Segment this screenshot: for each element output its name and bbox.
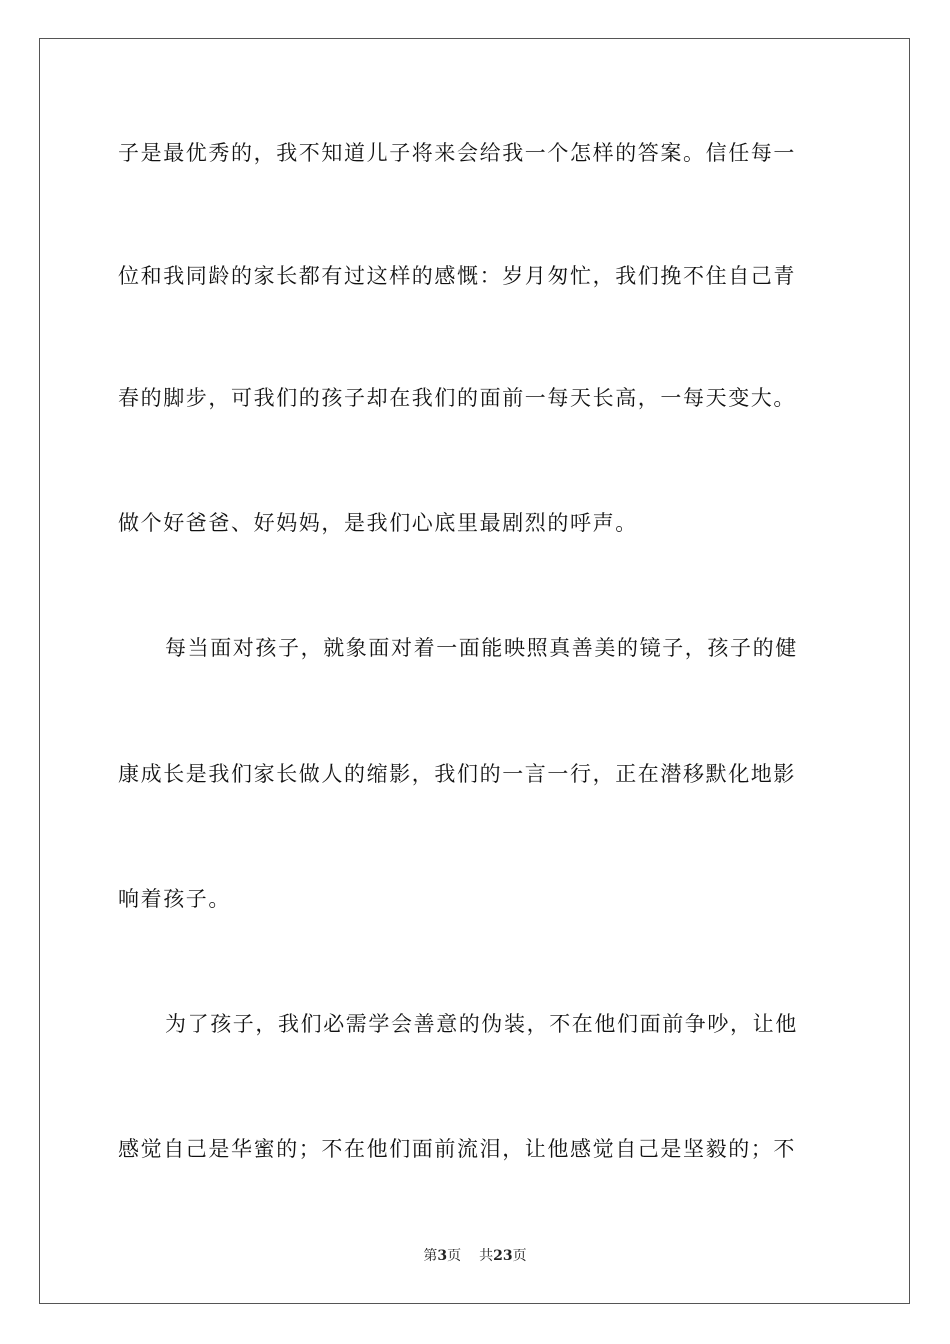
footer-page-suffix: 页 (447, 1248, 462, 1264)
body-text-line-1: 子是最优秀的，我不知道儿子将来会给我一个怎样的答案。信任每一 (118, 141, 796, 165)
body-text-line-8: 为了孩子，我们必需学会善意的伪装，不在他们面前争吵，让他 (165, 1012, 798, 1036)
body-text-line-3: 春的脚步，可我们的孩子却在我们的面前一每天长高，一每天变大。 (118, 386, 796, 410)
page-border (39, 38, 910, 1304)
footer-page-number: 3 (437, 1248, 448, 1264)
footer-total-pages: 23 (493, 1248, 513, 1264)
footer-page-prefix: 第 (423, 1248, 438, 1264)
body-text-line-9: 感觉自己是华蜜的；不在他们面前流泪，让他感觉自己是坚毅的；不 (118, 1137, 796, 1161)
footer-total-suffix: 页 (512, 1248, 527, 1264)
page-footer (0, 1247, 950, 1265)
body-text-line-6: 康成长是我们家长做人的缩影，我们的一言一行，正在潜移默化地影 (118, 762, 796, 786)
body-text-line-2: 位和我同龄的家长都有过这样的感慨：岁月匆忙，我们挽不住自己青 (118, 264, 796, 288)
footer-total-prefix: 共 (479, 1248, 494, 1264)
body-text-line-5: 每当面对孩子，就象面对着一面能映照真善美的镜子，孩子的健 (165, 636, 798, 660)
body-text-line-7: 响着孩子。 (118, 887, 231, 911)
body-text-line-4: 做个好爸爸、好妈妈，是我们心底里最剧烈的呼声。 (118, 511, 638, 535)
